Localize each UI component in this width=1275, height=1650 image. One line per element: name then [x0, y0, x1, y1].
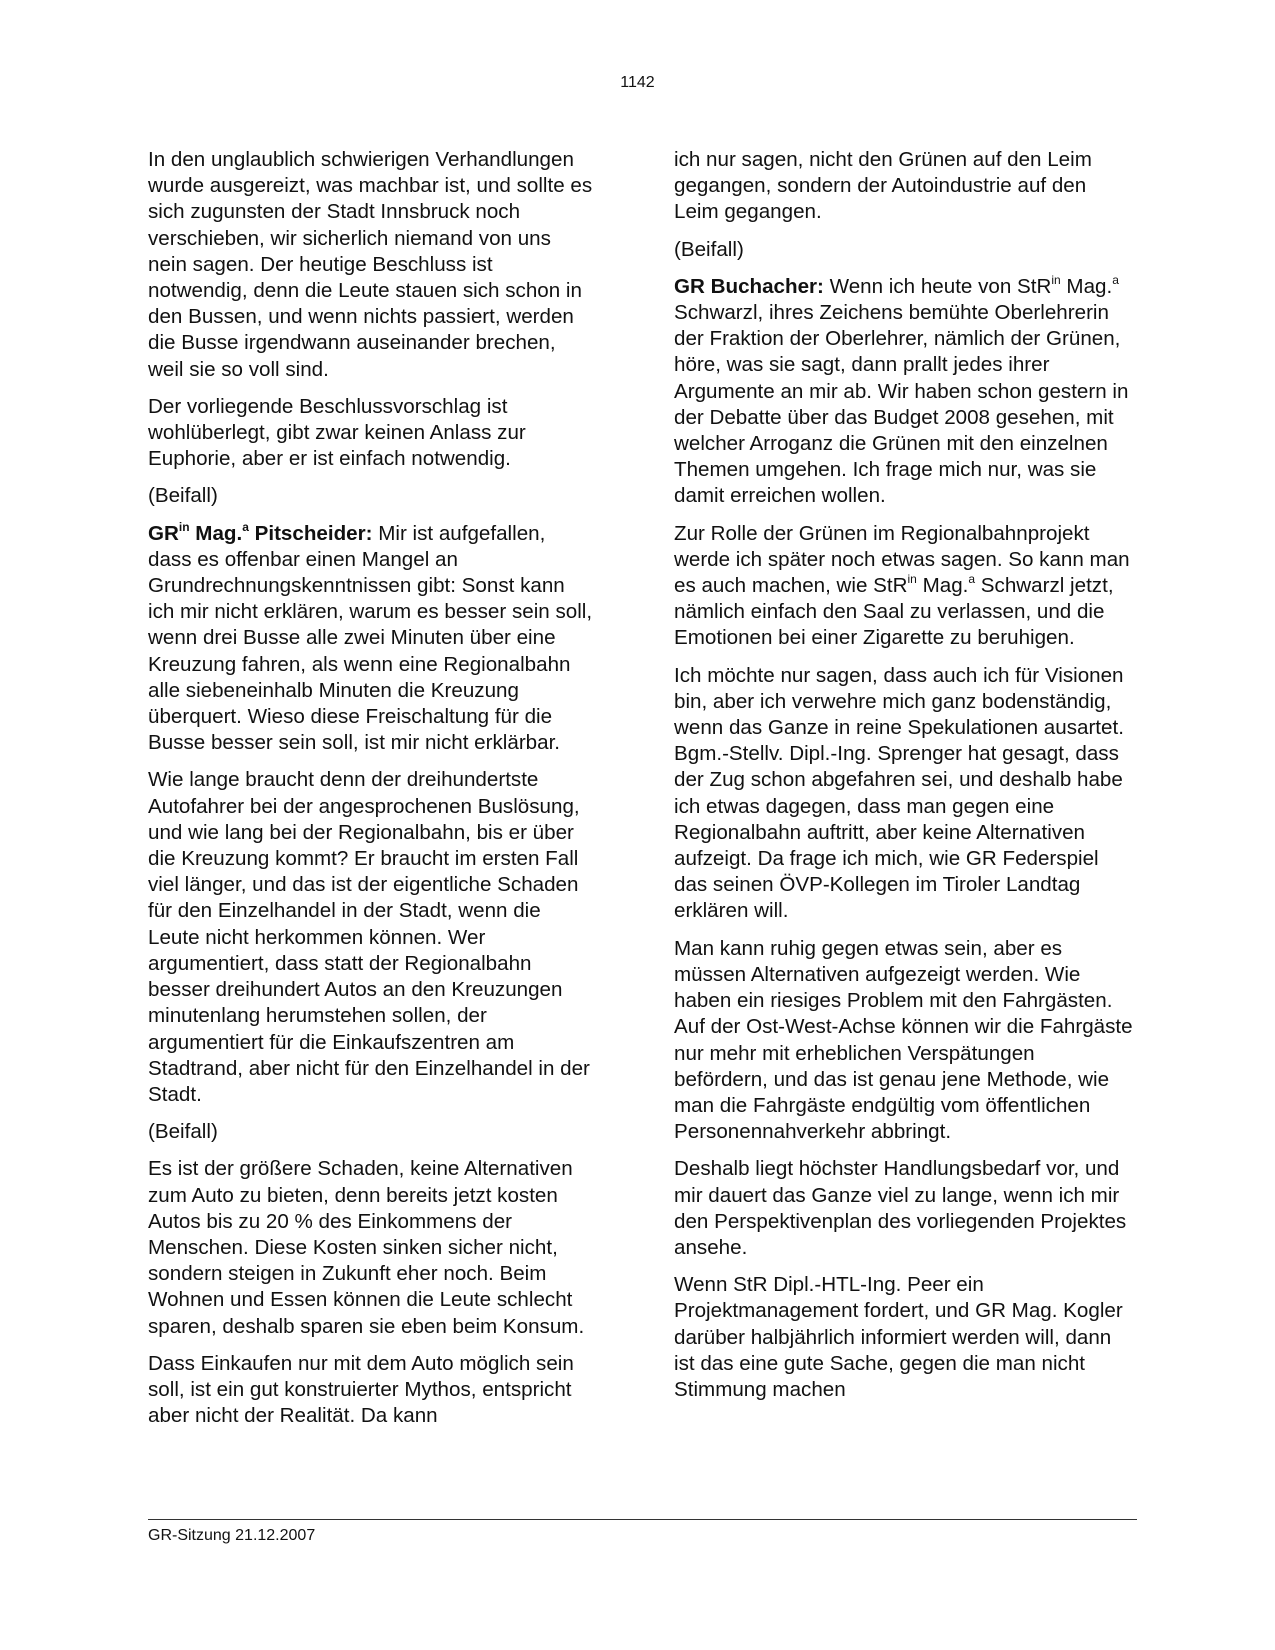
paragraph: Zur Rolle der Grünen im Regionalbahnprojekt werde ich später noch etwas sagen. So kann man es auch machen, wie StR$^{in}$ Mag.$^a$ Schwarzl jetzt, nämlich einfach den Saal zu verlassen, und die Emotionen bei einer Zigarette zu beruhigen. — [674, 521, 1130, 650]
left-column — [148, 147, 593, 1440]
footer-divider — [148, 1519, 1137, 1520]
applause-note: (Beifall) — [148, 484, 218, 508]
paragraph: Ich möchte nur sagen, dass auch ich für Visionen bin, aber ich verwehre mich ganz bodenständig, wenn das Ganze in reine Spekulationen ausartet. Bgm.-Stellv. Dipl.-Ing. Sprenger hat gesagt, dass der Zug schon abgefahren sei, und deshalb habe ich etwas dagegen, dass man gegen eine Regionalbahn auftritt, aber keine Alternativen aufzeigt. Da frage ich mich, wie GR Federspiel das seinen ÖVP-Kollegen im Tiroler Landtag erklären will. — [674, 663, 1124, 923]
paragraph: Wenn StR Dipl.-HTL-Ing. Peer ein Projektmanagement fordert, und GR Mag. Kogler darüber halbjährlich informiert werden will, dann ist das eine gute Sache, gegen die man nicht Stimmung machen — [674, 1273, 1123, 1401]
paragraph: Dass Einkaufen nur mit dem Auto möglich sein soll, ist ein gut konstruierter Mythos, entspricht aber nicht der Realität. Da kann — [148, 1351, 574, 1428]
paragraph: Der vorliegende Beschlussvorschlag ist wohlüberlegt, gibt zwar keinen Anlass zur Euphorie, aber er ist einfach notwendig. — [148, 394, 526, 471]
paragraph: Es ist der größere Schaden, keine Alternativen zum Auto zu bieten, denn bereits jetzt kosten Autos bis zu 20 % des Einkommens der Menschen. Diese Kosten sinken sicher nicht, sondern steigen in Zukunft eher noch. Beim Wohnen und Essen können die Leute schlecht sparen, deshalb sparen sie eben beim Konsum. — [148, 1157, 585, 1338]
speech-text: Mir ist aufgefallen, dass es offenbar einen Mangel an Grundrechnungskenntnissen gibt: Sonst kann ich mir nicht erklären, warum es besser sein soll, wenn drei Busse alle zwei Minuten über eine Kreuzung fahren, als wenn eine Regionalbahn alle siebeneinhalb Minuten die Kreuzung überquert. Wieso diese Freischaltung für die Busse besser sein soll, ist mir nicht erklärbar. — [148, 521, 593, 755]
paragraph: Man kann ruhig gegen etwas sein, aber es müssen Alternativen aufgezeigt werden. Wie haben ein riesiges Problem mit den Fahrgästen. Auf der Ost-West-Achse können wir die Fahrgäste nur mehr mit erheblichen Verspätungen befördern, und das ist genau jene Methode, wie man die Fahrgäste endgültig vom öffentlichen Personennahverkehr abbringt. — [674, 936, 1133, 1144]
applause-note: (Beifall) — [148, 1120, 218, 1144]
paragraph: Wie lange braucht denn der dreihundertste Autofahrer bei der angesprochenen Buslösung, und wie lang bei der Regionalbahn, bis er über die Kreuzung kommt? Er braucht im ersten Fall viel länger, und das ist der eigentliche Schaden für den Einzelhandel in der Stadt, wenn die Leute nicht herkommen können. Wer argumentiert, dass statt der Regionalbahn besser dreihundert Autos an den Kreuzungen minutenlang herumstehen sollen, der argumentiert für die Einkaufszentren am Stadtrand, aber nicht für den Einzelhandel in der Stadt. — [148, 768, 590, 1106]
paragraph: Deshalb liegt höchster Handlungsbedarf vor, und mir dauert das Ganze viel zu lange, wenn ich mir den Perspektivenplan des vorliegenden Projektes ansehe. — [674, 1157, 1127, 1259]
paragraph: In den unglaublich schwierigen Verhandlungen wurde ausgereizt, was machbar ist, und sollte es sich zugunsten der Stadt Innsbruck noch verschieben, wir sicherlich niemand von uns nein sagen. Der heutige Beschluss ist notwendig, denn die Leute stauen sich schon in den Bussen, und wenn nichts passiert, werden die Busse irgendwann auseinander brechen, weil sie so voll sind. — [148, 148, 593, 381]
speaker-name: $GR^{in}$ Mag.$^a$ Pitscheider: — [148, 519, 373, 545]
applause-note: (Beifall) — [674, 237, 744, 261]
page-number: 1142 — [620, 74, 655, 91]
speech-pitscheider — [148, 521, 593, 757]
footer-session-date: GR-Sitzung 21.12.2007 — [148, 1527, 316, 1544]
paragraph: ich nur sagen, nicht den Grünen auf den Leim gegangen, sondern der Autoindustrie auf den Leim gegangen. — [674, 148, 1092, 224]
speech-buchacher: GR Buchacher: Wenn ich heute von StR$^{in}$ Mag.$^a$ Schwarzl, ihres Zeichens bemühte Oberlehrerin der Fraktion der Oberlehrer, nämlich der Grünen, höre, was sie sagt, dann prallt jedes ihrer Argumente an mir ab. Wir haben schon gestern in der Debatte über das Budget 2008 gesehen, mit welcher Arroganz die Grünen mit den einzelnen Themen umgehen. Ich frage mich nur, was sie damit erreichen wollen. — [674, 272, 1129, 508]
speaker-name: GR Buchacher: — [674, 274, 824, 298]
right-column — [674, 147, 1134, 1414]
